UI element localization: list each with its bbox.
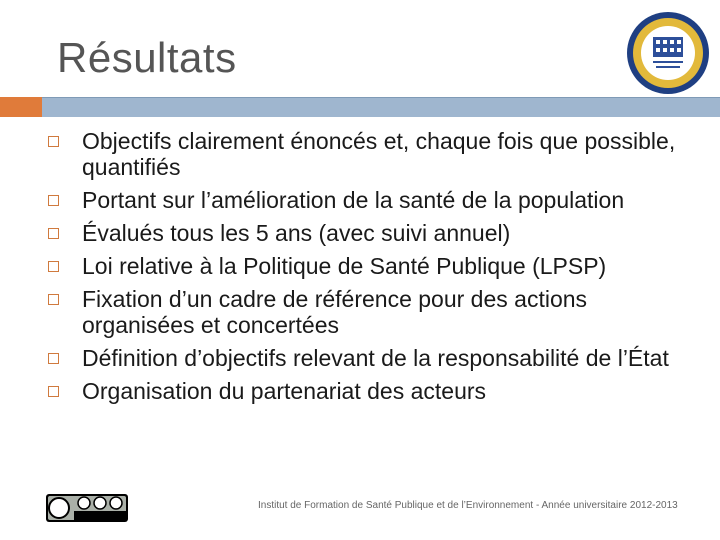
faculty-logo [626, 11, 710, 95]
square-bullet-icon [48, 294, 59, 305]
divider-accent [0, 97, 42, 117]
bullet-item [40, 128, 700, 180]
bullet-list [40, 128, 700, 411]
square-bullet-icon [48, 261, 59, 272]
creative-commons-badge [46, 494, 128, 522]
square-bullet-icon [48, 386, 59, 397]
bullet-text: Fixation d’un cadre de référence pour des actions organisées et concertées [82, 286, 588, 338]
bullet-item [40, 187, 700, 213]
bullet-item [40, 286, 700, 338]
slide-title: Résultats [57, 34, 237, 81]
bullet-text: Évalués tous les 5 ans (avec suivi annuel) [82, 220, 511, 246]
bullet-text: Objectifs clairement énoncés et, chaque fois que possible, quantifiés [82, 128, 676, 180]
divider-bar [42, 97, 720, 117]
square-bullet-icon [48, 353, 59, 364]
slide-footer: Institut de Formation de Santé Publique et de l’Environnement - Année universitaire 2012-2013 [258, 500, 678, 511]
bullet-item [40, 378, 700, 404]
title-divider [0, 97, 720, 121]
bullet-text: Loi relative à la Politique de Santé Publique (LPSP) [82, 253, 607, 279]
bullet-text: Portant sur l’amélioration de la santé de la population [82, 187, 625, 213]
bullet-item [40, 253, 700, 279]
bullet-item [40, 345, 700, 371]
square-bullet-icon [48, 136, 59, 147]
square-bullet-icon [48, 195, 59, 206]
bullet-text: Organisation du partenariat des acteurs [82, 378, 487, 404]
bullet-text: Définition d’objectifs relevant de la responsabilité de l’État [82, 345, 669, 371]
bullet-item [40, 220, 700, 246]
square-bullet-icon [48, 228, 59, 239]
